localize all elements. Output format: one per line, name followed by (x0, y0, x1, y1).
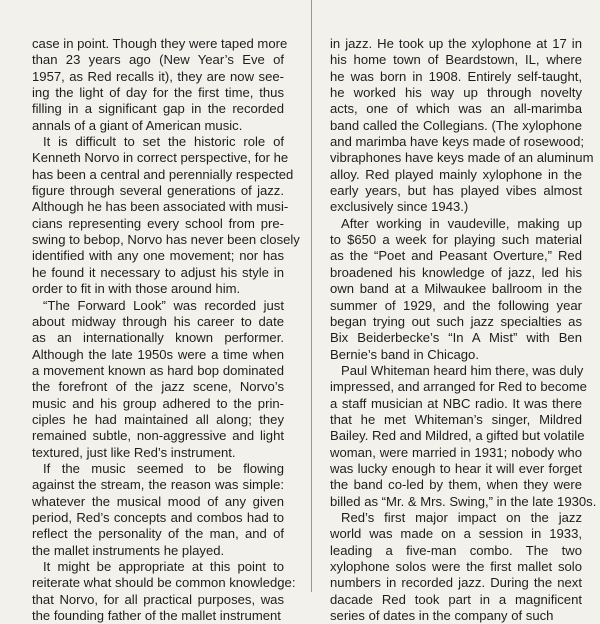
text-line: swing to bebop, Norvo has never been closely (32, 232, 300, 248)
text-line: against the stream, the reason was simple: (32, 477, 284, 493)
text-line: the forefront of the jazz scene, Norvo’s (32, 379, 284, 395)
text-line: billed as “Mr. & Mrs. Swing,” in the late 1930s. (330, 493, 597, 509)
text-line: ciples he had maintained all along; they (32, 411, 284, 427)
text-line: in jazz. He took up the xylophone at 17 in (330, 36, 582, 51)
text-line: to $650 a week for playing such material (330, 232, 582, 248)
text-line: was lucky enough to hear it will ever forget (330, 460, 582, 476)
left-text-column (32, 36, 300, 624)
text-line: If the music seemed to be flowing (43, 460, 284, 476)
text-line: reiterate what should be common knowledge: (32, 575, 296, 591)
text-line: xylophone solos were the first mallet solo (330, 559, 582, 574)
text-line: has been a central and perennially respected (32, 166, 294, 182)
text-line: summer of 1929, and the following year (330, 297, 582, 313)
text-line: case in point. Though they were taped more (32, 36, 288, 51)
text-line: Although the late 1950s were a time when (32, 346, 284, 362)
text-line: It is difficult to set the historic role of (43, 134, 284, 150)
text-line: ing the light of day for the first time, thus (32, 85, 284, 101)
text-line: figure through several generations of jazz. (32, 183, 284, 199)
text-line: Bix Beiderbecke’s “In A Mist” with Ben (330, 330, 582, 346)
text-line: vibraphones have keys made of an aluminum (330, 150, 594, 166)
text-line: alloy. Red played mainly xylophone in the (330, 166, 582, 182)
text-line: filling in a significant gap in the recorded (32, 101, 284, 117)
text-line: After working in vaudeville, making up (341, 215, 582, 231)
text-line: Red’s first major impact on the jazz (341, 509, 582, 525)
text-line: textured, just like Red’s instrument. (32, 444, 236, 460)
text-line: the band co-led by them, when they were (330, 477, 582, 493)
text-line: own band at a Milwaukee ballroom in the (330, 281, 582, 297)
text-line: cians representing every school from pre- (32, 215, 284, 231)
text-line: world was made on a session in 1933, (330, 526, 582, 542)
paragraph (330, 510, 582, 624)
text-line: music and his group adhered to the prin- (32, 395, 284, 411)
text-line: dacade Red took part in a magnificent (330, 591, 582, 607)
text-line: reflect the personality of the man, and of (32, 526, 284, 542)
text-line: “The Forward Look” was recorded just (43, 297, 284, 313)
paragraph (32, 461, 284, 559)
text-line: Paul Whiteman heard him there, was duly (341, 362, 584, 378)
text-line: a staff musician at NBC radio. It was there (330, 395, 582, 411)
text-line: whatever the musical mood of any given (32, 493, 284, 509)
text-line: that he met Whiteman’s singer, Mildred (330, 411, 582, 427)
paragraph (330, 36, 594, 216)
text-line: remained subtle, non-aggressive and light (32, 428, 284, 444)
paragraph (330, 216, 582, 363)
text-line: and marimba have keys made of rosewood; (330, 134, 585, 150)
text-line: as the “Poet and Peasant Overture,” Red (330, 248, 582, 264)
text-line: about midway through his career to date (32, 313, 284, 329)
text-line: Bernie’s band in Chicago. (330, 346, 479, 362)
text-line: as an internationally known performer. (32, 330, 284, 346)
right-text-column (330, 36, 597, 624)
text-line: his home town of Beardstown, IL, where (330, 52, 582, 68)
text-line: than 23 years ago (New Year’s Eve of (32, 52, 284, 68)
paragraph (32, 134, 300, 297)
text-line: impressed, and arranged for Red to become (330, 379, 587, 395)
text-line: band called the Collegians. (The xylophone (330, 117, 582, 133)
text-line: period, Red’s concepts and combos had to (32, 509, 284, 525)
text-line: Although he has been associated with musi- (32, 199, 289, 215)
text-line: a movement known as hard bop dominated (32, 362, 284, 378)
text-line: broadened his knowledge of jazz, led his (330, 264, 582, 280)
text-line: he was born in 1908. Entirely self-taught, (330, 68, 582, 84)
text-line: the mallet instruments he played. (32, 542, 225, 558)
text-line: order to fit in with those around him. (32, 281, 241, 297)
text-line: numbers in recorded jazz. During the next (330, 575, 582, 591)
text-line: early years, but has played vibes almost (330, 183, 582, 199)
text-line: exclusively since 1943.) (330, 199, 469, 215)
text-line: Bailey. Red and Mildred, a gifted but volatile (330, 428, 585, 444)
text-line: he found it necessary to adjust his style in (32, 264, 284, 280)
text-line: woman, were married in 1931; nobody who (330, 444, 582, 460)
text-line: It might be appropriate at this point to (43, 559, 284, 574)
paragraph (32, 36, 288, 134)
text-line: the founding father of the mallet instrument (32, 608, 281, 624)
text-line: Kenneth Norvo in correct perspective, for he (32, 150, 289, 166)
text-line: he worked his way up through novelty (330, 85, 582, 101)
text-line: acts, one of which was an all-marimba (330, 101, 582, 117)
text-line: annals of a giant of American music. (32, 117, 243, 133)
text-line: leading a five-man combo. The two (330, 542, 582, 558)
paragraph (330, 362, 597, 510)
column-divider (311, 0, 312, 592)
text-line: 1957, as Red recalls it), they are now see- (32, 68, 284, 84)
text-line: that Norvo, for all practical purposes, was (32, 591, 284, 607)
text-line: began trying out such jazz specialties as (330, 313, 582, 329)
paragraph (32, 298, 284, 461)
text-line: identified with any one movement; nor has (32, 248, 284, 264)
text-line: series of dates in the company of such (330, 608, 554, 624)
